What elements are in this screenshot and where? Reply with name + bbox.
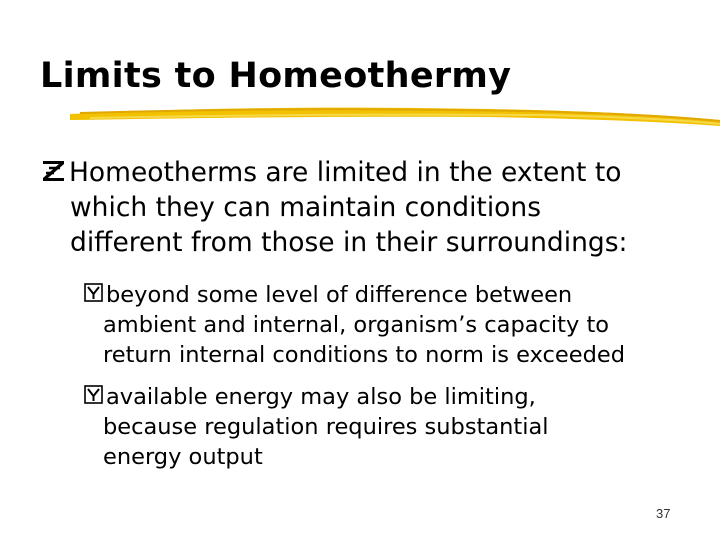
main-bullet-line-3: different from those in their surroundings: [70,227,628,258]
main-bullet-line-1: Homeotherms are limited in the extent to [69,157,622,188]
sub-bullet-1-line-2: ambient and internal, organism’s capacity to [103,312,610,338]
sub-bullet-2 [84,382,684,472]
z-bullet-icon [40,157,67,183]
title-underline-brushstroke [70,100,720,130]
sub-bullet-1 [84,280,684,370]
slide-title: Limits to Homeothermy [40,56,512,96]
main-bullet-line-2: which they can maintain conditions [70,192,541,223]
main-bullet [40,155,690,260]
y-bullet-icon [84,384,103,406]
sub-bullet-2-line-1: available energy may also be limiting, [106,384,536,410]
sub-bullet-1-line-3: return internal conditions to norm is exceeded [103,342,625,368]
y-bullet-icon [84,282,103,304]
sub-bullet-2-line-2: because regulation requires substantial [103,414,549,440]
sub-bullet-1-line-1: beyond some level of difference between [106,282,573,308]
page-number: 37 [656,506,671,521]
sub-bullet-2-line-3: energy output [103,444,263,470]
